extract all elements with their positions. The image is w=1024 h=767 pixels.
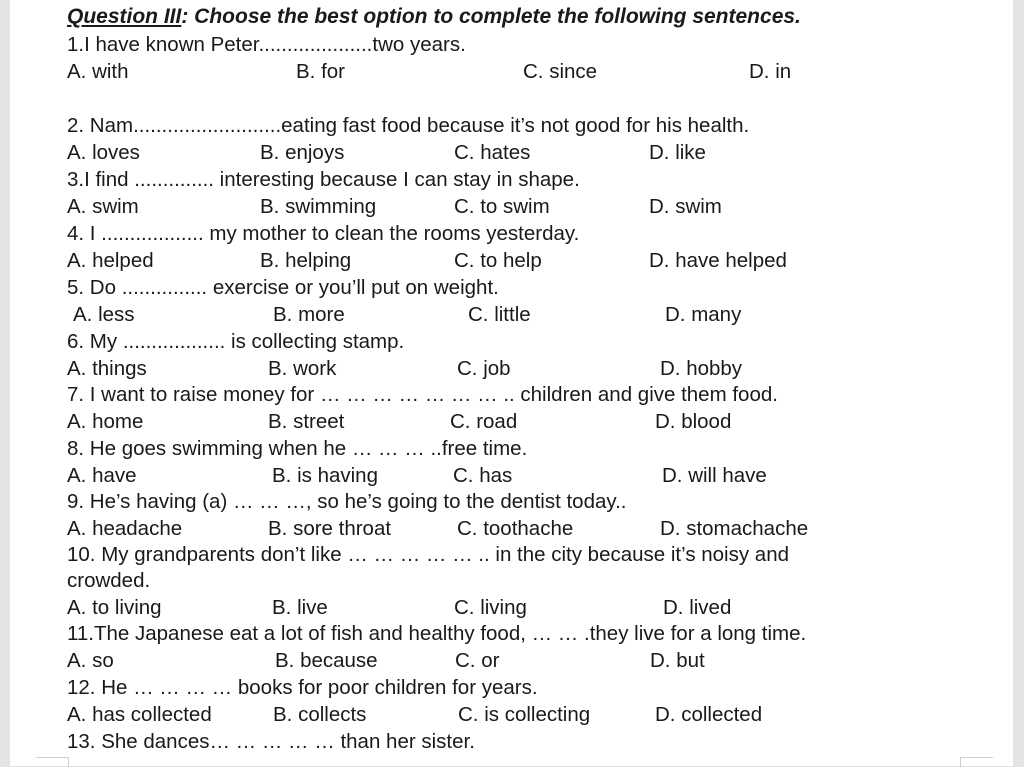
question-stem: 5. Do ............... exercise or you’ll put on weight. xyxy=(67,276,499,299)
option-b[interactable]: B. because xyxy=(275,649,378,672)
option-a[interactable]: A. to living xyxy=(67,596,162,619)
option-d[interactable]: D. stomachache xyxy=(660,517,809,540)
option-a[interactable]: A. with xyxy=(67,60,129,83)
question-stem: 2. Nam..........................eating fast food because it’s not good for his health. xyxy=(67,114,750,137)
option-b[interactable]: B. for xyxy=(296,60,345,83)
option-c[interactable]: C. toothache xyxy=(457,517,574,540)
option-d[interactable]: D. have helped xyxy=(649,249,787,272)
option-c[interactable]: C. job xyxy=(457,357,511,380)
option-b[interactable]: B. collects xyxy=(273,703,367,726)
option-c[interactable]: C. hates xyxy=(454,141,531,164)
question-stem: 11.The Japanese eat a lot of fish and healthy food, … … .they live for a long time. xyxy=(67,622,807,645)
option-d[interactable]: D. blood xyxy=(655,410,732,433)
option-d[interactable]: D. lived xyxy=(663,596,732,619)
option-c[interactable]: C. to swim xyxy=(454,195,550,218)
option-b[interactable]: B. enjoys xyxy=(260,141,345,164)
option-b[interactable]: B. helping xyxy=(260,249,352,272)
option-a[interactable]: A. have xyxy=(67,464,137,487)
option-c[interactable]: C. to help xyxy=(454,249,542,272)
option-a[interactable]: A. swim xyxy=(67,195,139,218)
option-c[interactable]: C. little xyxy=(468,303,531,326)
option-d[interactable]: D. but xyxy=(650,649,705,672)
option-a[interactable]: A. has collected xyxy=(67,703,212,726)
option-b[interactable]: B. work xyxy=(268,357,337,380)
option-b[interactable]: B. live xyxy=(272,596,328,619)
question-stem: 6. My .................. is collecting stamp. xyxy=(67,330,405,353)
question-stem: 1.I have known Peter....................two years. xyxy=(67,33,466,56)
option-b[interactable]: B. street xyxy=(268,410,345,433)
question-stem: 12. He … … … … books for poor children for years. xyxy=(67,676,538,699)
section-label: Question III xyxy=(67,5,182,28)
question-stem: 3.I find .............. interesting because I can stay in shape. xyxy=(67,168,580,191)
option-b[interactable]: B. sore throat xyxy=(268,517,392,540)
option-b[interactable]: B. is having xyxy=(272,464,378,487)
question-stem: 13. She dances… … … … … than her sister. xyxy=(67,730,475,753)
option-d[interactable]: D. many xyxy=(665,303,742,326)
option-d[interactable]: D. hobby xyxy=(660,357,743,380)
option-d[interactable]: D. swim xyxy=(649,195,722,218)
option-c[interactable]: C. has xyxy=(453,464,513,487)
option-c[interactable]: C. is collecting xyxy=(458,703,591,726)
option-a[interactable]: A. home xyxy=(67,410,144,433)
option-c[interactable]: C. road xyxy=(450,410,518,433)
question-stem: 9. He’s having (a) … … …, so he’s going to the dentist today.. xyxy=(67,490,627,513)
option-d[interactable]: D. in xyxy=(749,60,792,83)
section-instruction: : Choose the best option to complete the following sentences. xyxy=(181,5,801,28)
option-d[interactable]: D. will have xyxy=(662,464,767,487)
option-c[interactable]: C. since xyxy=(523,60,598,83)
option-b[interactable]: B. swimming xyxy=(260,195,377,218)
option-c[interactable]: C. living xyxy=(454,596,527,619)
option-a[interactable]: A. things xyxy=(67,357,147,380)
question-stem: 10. My grandparents don’t like … … … … … .. in the city because it’s noisy and xyxy=(67,543,790,566)
option-a[interactable]: A. so xyxy=(67,649,114,672)
question-stem: 7. I want to raise money for … … … … … … … .. children and give them food. xyxy=(67,383,778,406)
question-stem: 8. He goes swimming when he … … … ..free time. xyxy=(67,437,528,460)
option-a[interactable]: A. loves xyxy=(67,141,140,164)
question-stem-continued: crowded. xyxy=(67,569,151,592)
option-d[interactable]: D. collected xyxy=(655,703,763,726)
question-stem: 4. I .................. my mother to clean the rooms yesterday. xyxy=(67,222,580,245)
option-b[interactable]: B. more xyxy=(273,303,345,326)
option-a[interactable]: A. less xyxy=(73,303,135,326)
section-heading xyxy=(67,5,801,29)
option-c[interactable]: C. or xyxy=(455,649,500,672)
option-a[interactable]: A. helped xyxy=(67,249,154,272)
option-a[interactable]: A. headache xyxy=(67,517,183,540)
option-d[interactable]: D. like xyxy=(649,141,706,164)
